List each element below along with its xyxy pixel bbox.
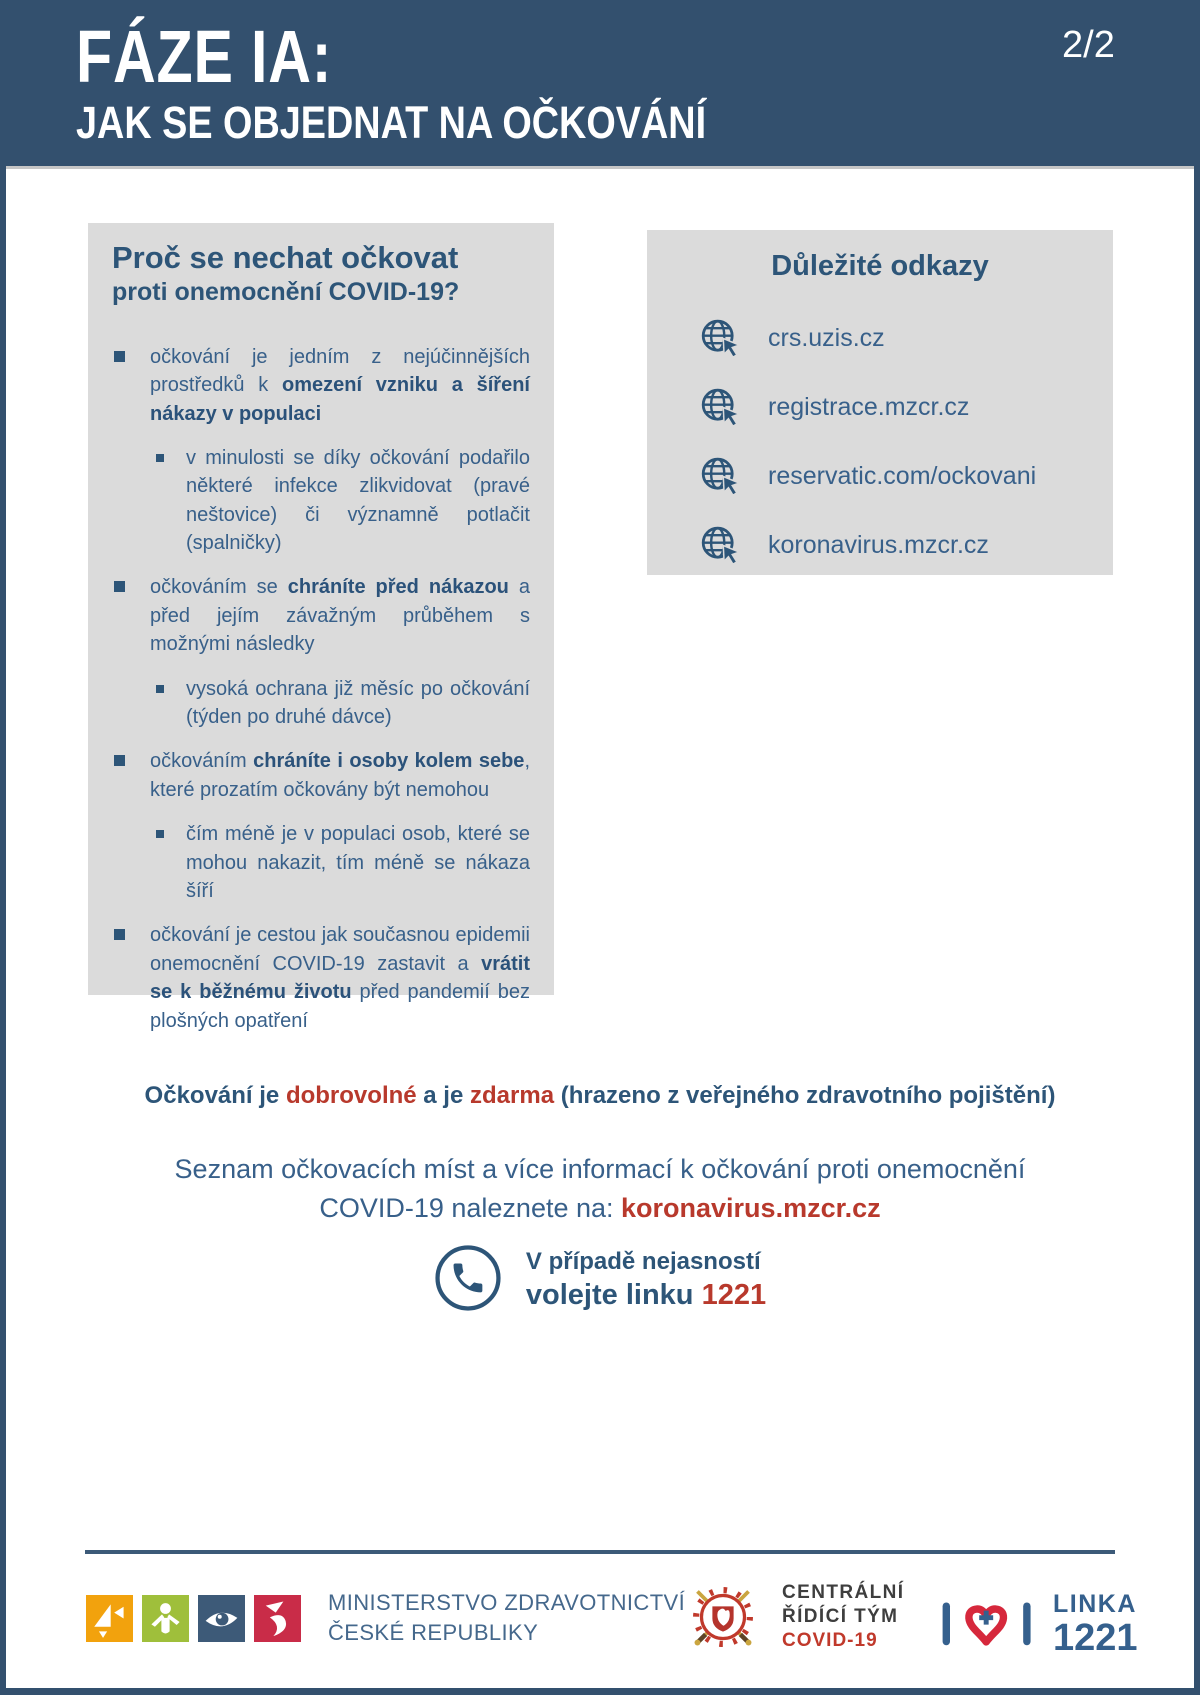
sub-bullet-item (112, 444, 530, 558)
page-border-right (1194, 160, 1200, 1695)
bullet-item (112, 921, 530, 1035)
phone-text (526, 1244, 766, 1312)
links-box-title: Důležité odkazy (771, 250, 989, 282)
globe-cursor-icon (699, 317, 742, 360)
ministry-logo-square-red (254, 1595, 301, 1642)
page-number: 2/2 (1062, 24, 1115, 66)
link-row[interactable] (699, 315, 1113, 361)
text-segment: koronavirus.mzcr.cz (621, 1193, 881, 1224)
link-row[interactable] (699, 522, 1113, 568)
page-title: FÁZE IA: (76, 15, 333, 98)
bullet-text (150, 573, 530, 658)
link-row[interactable] (699, 453, 1113, 499)
bullet-marker (114, 929, 125, 940)
text-segment: očkováním se (150, 576, 288, 599)
text-segment: omezení vzniku a šíření nákazy v populaci (150, 374, 530, 425)
why-vaccinate-box (88, 223, 554, 1032)
bullet-item (112, 573, 530, 658)
page-border-left (0, 160, 6, 1695)
bullet-item (112, 343, 530, 428)
page-border-bottom (0, 1688, 1200, 1695)
phone-line1: V případě nejasností (525, 1248, 761, 1275)
link-rows (647, 315, 1113, 568)
phone-line2 (526, 1279, 766, 1312)
phone-line2-prefix: volejte linku (525, 1279, 702, 1311)
phone-number: 1221 (701, 1279, 767, 1311)
header-divider (6, 166, 1194, 169)
central-crisis-team-text (782, 1581, 904, 1653)
bullet-text (186, 820, 530, 905)
text-segment: Seznam očkovacích míst a více informací k očkování proti onemocnění COVID-19 naleznete na: (174, 1154, 1026, 1224)
link-url[interactable]: crs.uzis.cz (768, 323, 885, 352)
text-segment: očkování je jedním z nejúčinnějších prostředků k (150, 345, 530, 397)
bullet-text (150, 343, 530, 428)
text-segment: chráníte i osoby kolem sebe (253, 750, 525, 773)
bullet-text (150, 921, 530, 1035)
bullet-marker (156, 685, 164, 693)
text-segment: očkování je cestou jak současnou epidemii onemocnění COVID-19 zastavit a (150, 924, 530, 975)
text-segment: dobrovolné (285, 1082, 417, 1109)
bullet-marker (114, 581, 125, 592)
page-subtitle: JAK SE OBJEDNAT NA OČKOVÁNÍ (76, 97, 707, 148)
sub-bullet-item (112, 820, 530, 905)
important-links-box (647, 230, 1113, 575)
ministry-logo-square-blue (198, 1595, 245, 1642)
bullet-item (112, 747, 530, 804)
globe-cursor-icon (699, 455, 742, 498)
globe-cursor-icon (699, 386, 742, 429)
bullet-text (186, 444, 530, 558)
ministry-logo-square-orange (86, 1595, 133, 1642)
text-segment: v minulosti se díky očkování podařilo některé infekce zlikvidovat (pravé neštovice) či významně potlačit (spalničky) (186, 446, 530, 555)
why-box-title: Proč se nechat očkovat (112, 240, 459, 275)
why-box-subtitle: proti onemocnění COVID-19? (112, 277, 460, 306)
crt-line1: CENTRÁLNÍ (782, 1582, 905, 1603)
text-segment: zdarma (470, 1082, 555, 1109)
why-bullet-list (112, 343, 530, 1035)
bullet-marker (114, 351, 125, 362)
link-url[interactable]: registrace.mzcr.cz (768, 392, 970, 421)
text-segment: před pandemií bez plošných opatření (150, 981, 530, 1032)
link-url[interactable]: koronavirus.mzcr.cz (768, 530, 989, 559)
bullet-marker (156, 454, 164, 462)
linka-1221-text (1053, 1590, 1138, 1657)
ministry-name-line2: ČESKÉ REPUBLIKY (328, 1620, 539, 1646)
link-row[interactable] (699, 384, 1113, 430)
text-segment: a před jejím závažným průběhem s možnými následky (150, 576, 530, 656)
text-segment: očkováním (150, 750, 254, 773)
text-segment: čím méně je v populaci osob, které se mohou nakazit, tím méně se nákaza šíří (186, 823, 530, 902)
text-segment: vrátit se k běžnému životu (150, 952, 530, 1004)
bullet-marker (114, 755, 125, 766)
crt-line2: ŘÍDÍCÍ TÝM (782, 1606, 899, 1627)
central-crisis-team-block (680, 1574, 904, 1660)
bullet-marker (156, 830, 164, 838)
linka-1221-logo (933, 1586, 1041, 1660)
ministry-name (328, 1588, 685, 1649)
phone-icon (434, 1244, 502, 1312)
text-segment: , které prozatím očkovány být nemohou (150, 750, 530, 801)
text-segment: chráníte před nákazou (287, 576, 509, 599)
linka-number: 1221 (1053, 1616, 1138, 1659)
footer-divider (85, 1550, 1115, 1554)
bullet-text (186, 675, 530, 732)
link-url[interactable]: reservatic.com/ockovani (768, 461, 1037, 490)
ministry-logo-square-green (142, 1595, 189, 1642)
vaccination-info-line (150, 1150, 1050, 1228)
text-segment: vysoká ochrana již měsíc po očkování (týden po druhé dávce) (186, 677, 530, 729)
ministry-name-line1: MINISTERSTVO ZDRAVOTNICTVÍ (328, 1590, 686, 1615)
sub-bullet-item (112, 675, 530, 732)
central-crisis-team-emblem (680, 1574, 766, 1660)
linka-label: LINKA (1053, 1589, 1137, 1618)
bullet-text (150, 747, 530, 804)
phone-callout (0, 1244, 1200, 1312)
globe-cursor-icon (699, 524, 742, 567)
text-segment: (hrazeno z veřejného zdravotního pojištění) (554, 1082, 1056, 1109)
voluntary-free-line (0, 1082, 1200, 1110)
linka-1221-block (933, 1586, 1138, 1660)
crt-line3: COVID-19 (782, 1630, 878, 1651)
text-segment: Očkování je (144, 1082, 286, 1109)
text-segment: a je (416, 1082, 470, 1109)
ministry-logo-block (86, 1588, 685, 1649)
